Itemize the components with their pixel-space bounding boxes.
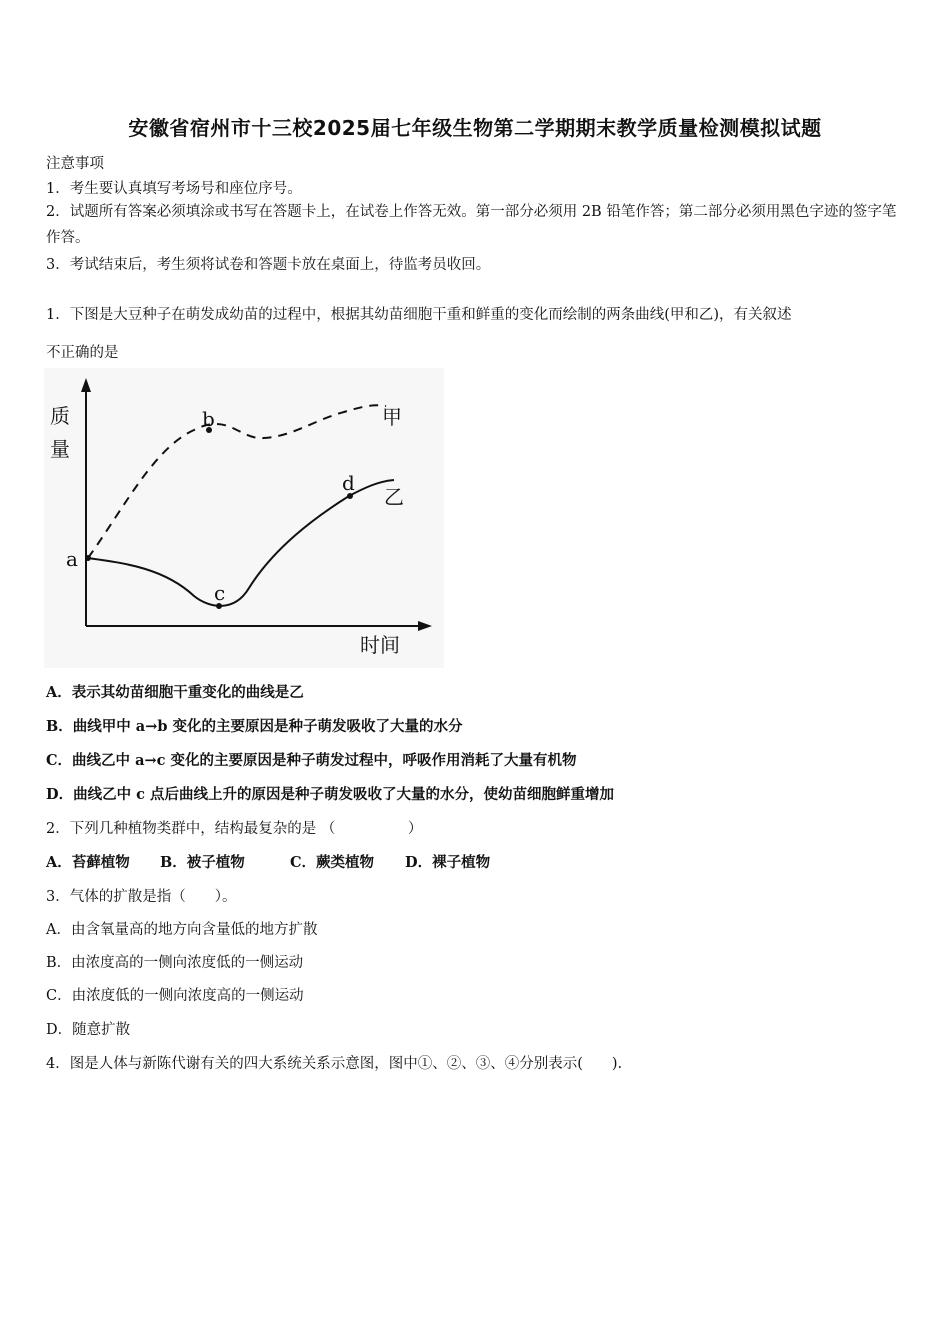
notice-item-3: 3．考试结束后，考生须将试卷和答题卡放在桌面上，待监考员收回。 (46, 257, 491, 273)
q2-stem: 2．下列几种植物类群中，结构最复杂的是 （ ） (46, 821, 423, 837)
q3-option-a: A．由含氧量高的地方向含量低的地方扩散 (46, 922, 318, 938)
label-a: a (66, 547, 78, 571)
q1-stem-line1: 1．下图是大豆种子在萌发成幼苗的过程中，根据其幼苗细胞干重和鲜重的变化而绘制的两条曲线(甲和乙)，有关叙述 (46, 307, 792, 323)
q2-option-a: A．苔藓植物 (46, 854, 130, 871)
notice-item-1: 1．考生要认真填写考场号和座位序号。 (46, 181, 302, 197)
label-d: d (342, 471, 355, 495)
label-yi: 乙 (384, 485, 404, 509)
q3-option-d: D．随意扩散 (46, 1022, 131, 1038)
label-c: c (214, 581, 226, 605)
page-title: 安徽省宿州市十三校2025届七年级生物第二学期期末教学质量检测模拟试题 (128, 116, 822, 140)
xlabel: 时间 (360, 633, 400, 657)
q1-stem-line2: 不正确的是 (46, 345, 119, 361)
q3-stem: 3．气体的扩散是指（ ）。 (46, 889, 237, 905)
ylabel-1: 质 (50, 404, 70, 428)
q1-option-c: C．曲线乙中 a→c 变化的主要原因是种子萌发过程中，呼吸作用消耗了大量有机物 (46, 752, 577, 769)
q1-figure (44, 368, 444, 668)
point-a (85, 555, 91, 561)
q1-option-d: D．曲线乙中 c 点后曲线上升的原因是种子萌发吸收了大量的水分，使幼苗细胞鲜重增加 (46, 786, 614, 803)
notice-item-2: 2．试题所有答案必须填涂或书写在答题卡上，在试卷上作答无效。第一部分必须用 2B 铅笔作答；第二部分必须用黑色字迹的签字笔作答。 (46, 204, 897, 246)
mass-time-graph (44, 368, 444, 668)
q2-option-c: C．蕨类植物 (290, 854, 375, 871)
q4-stem: 4．图是人体与新陈代谢有关的四大系统关系示意图，图中①、②、③、④分别表示( ). (46, 1056, 623, 1072)
q1-option-a: A．表示其幼苗细胞干重变化的曲线是乙 (46, 684, 304, 701)
q2-option-b: B．被子植物 (160, 854, 245, 871)
ylabel-2: 量 (50, 437, 70, 461)
notice-heading: 注意事项 (46, 156, 104, 172)
q3-option-b: B．由浓度高的一侧向浓度低的一侧运动 (46, 955, 304, 971)
q2-option-d: D．裸子植物 (405, 854, 491, 871)
label-jia: 甲 (382, 405, 402, 429)
q3-option-c: C．由浓度低的一侧向浓度高的一侧运动 (46, 988, 304, 1004)
label-b: b (202, 407, 215, 431)
q1-option-b: B．曲线甲中 a→b 变化的主要原因是种子萌发吸收了大量的水分 (46, 718, 463, 735)
